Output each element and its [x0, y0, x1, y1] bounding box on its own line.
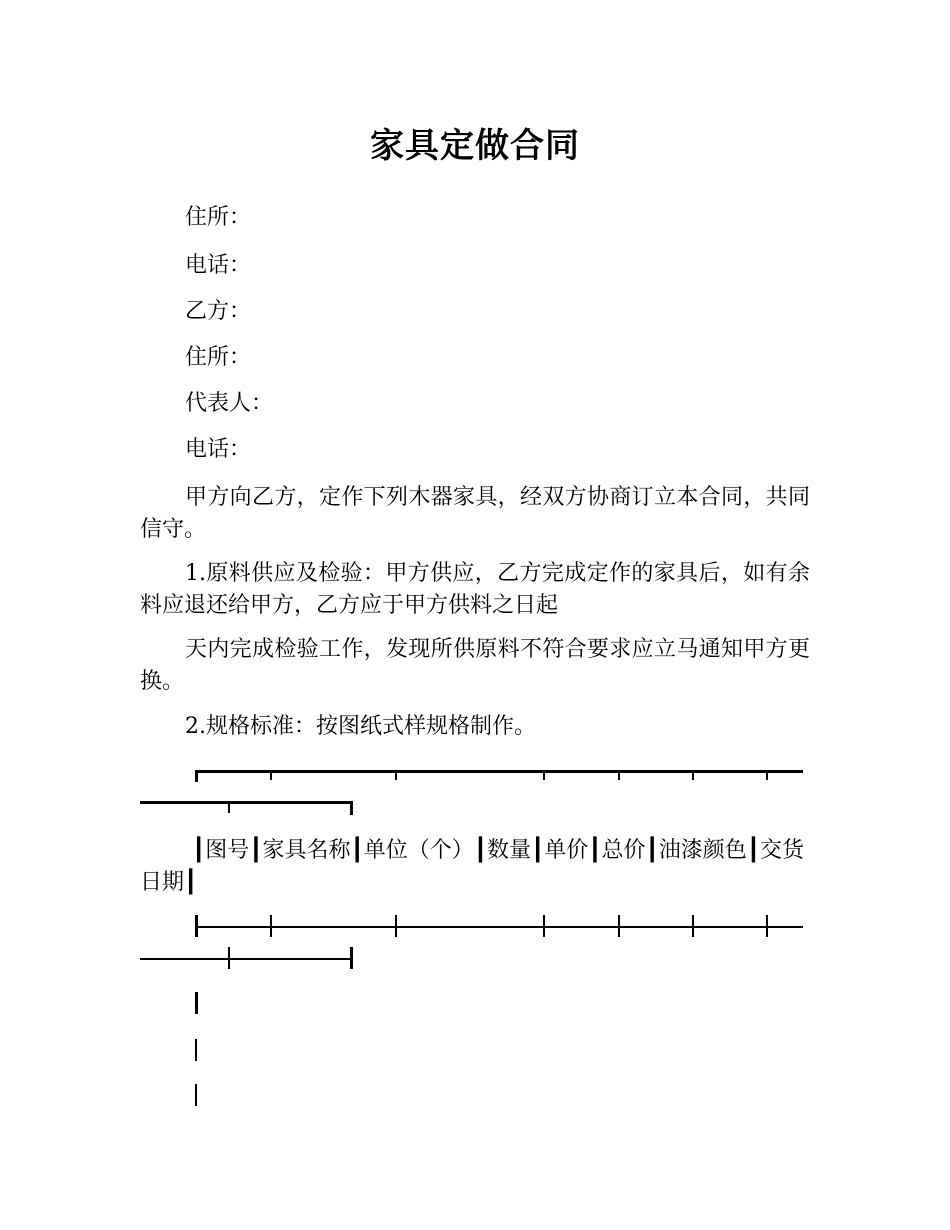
clause-2: 2.规格标准：按图纸式样规格制作。	[185, 714, 536, 739]
clause-1-part-2: 天内完成检验工作，发现所供原料不符合要求应立马通知甲方更换。	[140, 637, 810, 694]
field-phone-a: 电话：	[185, 253, 252, 278]
field-address-a: 住所：	[185, 205, 252, 230]
field-representative: 代表人：	[185, 391, 274, 416]
field-party-b: 乙方：	[185, 299, 252, 324]
intro-paragraph: 甲方向乙方，定作下列木器家具，经双方协商订立本合同，共同信守。	[140, 485, 810, 542]
document-title: 家具定做合同	[370, 126, 580, 166]
table-header-row: ┃图号┃家具名称┃单位（个）┃数量┃单价┃总价┃油漆颜色┃交货日期┃	[140, 838, 804, 895]
clause-1-part-1: 1.原料供应及检验：甲方供应，乙方完成定作的家具后，如有余料应退还给甲方，乙方应于甲方供料之日起	[140, 561, 810, 618]
field-phone-b: 电话：	[185, 437, 252, 462]
field-address-b: 住所：	[185, 345, 252, 370]
